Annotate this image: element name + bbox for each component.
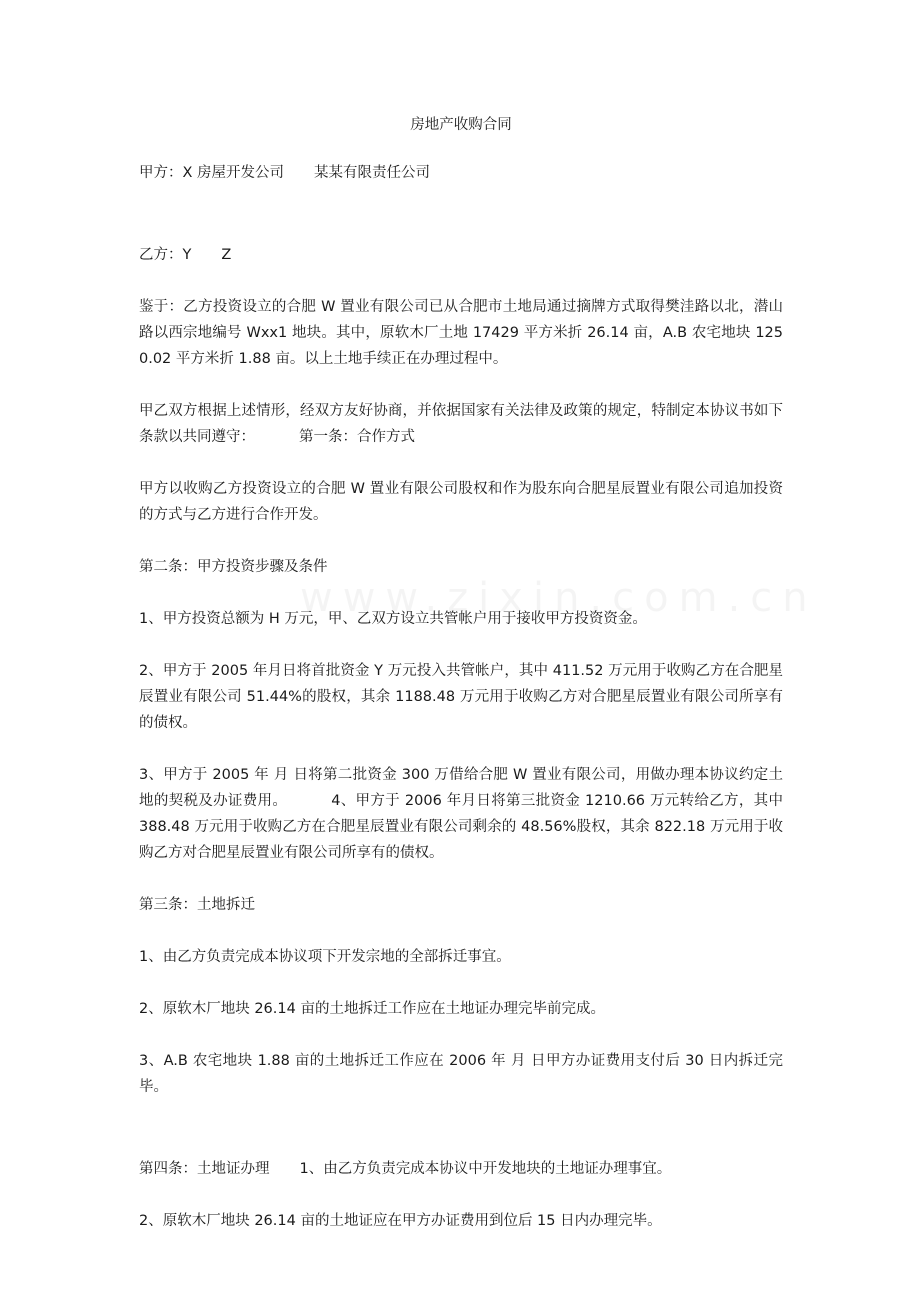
article-2-item-3-4 <box>139 762 783 866</box>
agreement-intro-paragraph <box>139 398 783 450</box>
article-2-item-2: 2、甲方于 2005 年月日将首批资金 Y 万元投入共管帐户，其中 411.52 万元用于收购乙方在合肥星辰置业有限公司 51.44%的股权，其余 1188.48 万元用于收购乙方对合肥星辰置业有限公司所享有的债权。 <box>139 663 783 731</box>
article-2-heading: 第二条：甲方投资步骤及条件 <box>139 559 328 575</box>
article-3-item-3: 3、A.B 农宅地块 1.88 亩的土地拆迁工作应在 2006 年 月 日甲方办证费用支付后 30 日内拆迁完毕。 <box>139 1053 783 1095</box>
article-3-heading: 第三条：土地拆迁 <box>139 897 255 913</box>
document-body <box>139 112 783 1260</box>
party-a-line <box>139 160 783 186</box>
party-b-name-1: Y <box>182 247 192 263</box>
article-2-item-1: 1、甲方投资总额为 H 万元，甲、乙双方设立共管帐户用于接收甲方投资资金。 <box>139 611 647 627</box>
party-b-line <box>139 242 783 268</box>
article-3-item-2: 2、原软木厂地块 26.14 亩的土地拆迁工作应在土地证办理完毕前完成。 <box>139 1001 605 1017</box>
article-1-body: 甲方以收购乙方投资设立的合肥 W 置业有限公司股权和作为股东向合肥星辰置业有限公司追加投资的方式与乙方进行合作开发。 <box>139 481 783 523</box>
party-a-label: 甲方： <box>139 165 183 181</box>
party-a-name-2: 某某有限责任公司 <box>314 165 431 181</box>
article-4-item-1: 1、由乙方负责完成本协议中开发地块的土地证办理事宜。 <box>299 1161 672 1177</box>
document-title: 房地产收购合同 <box>410 117 512 133</box>
article-4-item-2: 2、原软木厂地块 26.14 亩的土地证应在甲方办证费用到位后 15 日内办理完毕。 <box>139 1213 662 1229</box>
agreement-intro-text: 甲乙双方根据上述情形，经双方友好协商，并依据国家有关法律及政策的规定，特制定本协议书如下条款以共同遵守： <box>139 403 783 445</box>
party-b-name-2: Z <box>221 247 232 263</box>
article-2-item-3: 3、甲方于 2005 年 月 日将第二批资金 300 万借给合肥 W 置业有限公司，用做办理本协议约定土地的契税及办证费用。 <box>139 767 783 809</box>
whereas-paragraph: 鉴于：乙方投资设立的合肥 W 置业有限公司已从合肥市土地局通过摘牌方式取得樊洼路以北，潜山路以西宗地编号 Wxx1 地块。其中，原软木厂土地 17429 平方米折 26.14 亩，A.B 农宅地块 1250.02 平方米折 1.88 亩。以上土地手续正在办理过程中。 <box>139 299 783 367</box>
article-4-heading-line <box>139 1156 783 1182</box>
article-4-heading: 第四条：土地证办理 <box>139 1161 270 1177</box>
party-b-label: 乙方： <box>139 247 183 263</box>
article-1-heading: 第一条：合作方式 <box>299 429 415 445</box>
article-3-item-1: 1、由乙方负责完成本协议项下开发宗地的全部拆迁事宜。 <box>139 949 511 965</box>
party-a-name-1: X 房屋开发公司 <box>182 165 285 181</box>
article-2-item-4: 4、甲方于 2006 年月日将第三批资金 1210.66 万元转给乙方，其中 388.48 万元用于收购乙方在合肥星辰置业有限公司剩余的 48.56%股权，其余 822.18 万元用于收购乙方对合肥星辰置业有限公司所享有的债权。 <box>139 793 783 861</box>
